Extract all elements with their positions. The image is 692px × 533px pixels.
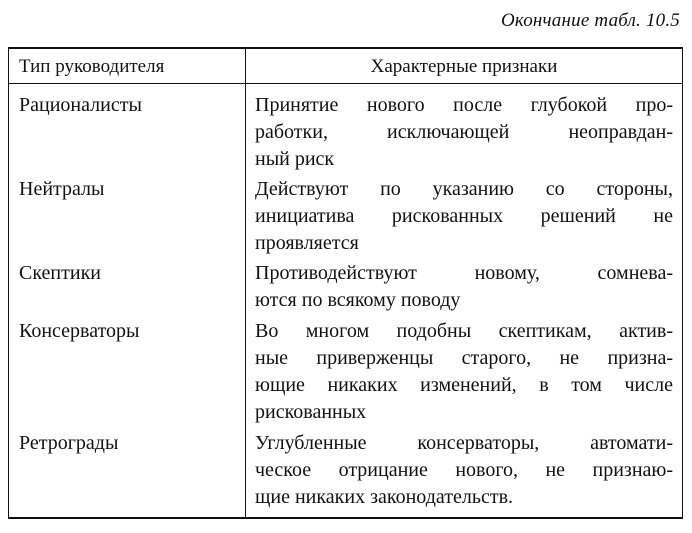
leader-type: Нейтралы: [19, 178, 105, 200]
features-line: рискованных: [255, 401, 367, 423]
leader-type: Рационалисты: [19, 94, 142, 116]
features-line: ные приверженцы старого, не призна-: [255, 347, 673, 369]
features-line: ческое отрицание нового, не признаю-: [255, 459, 673, 481]
table-caption: Окончание табл. 10.5: [500, 10, 680, 31]
features-text: [255, 92, 673, 173]
column-divider: [245, 49, 246, 517]
leader-type: Скептики: [19, 262, 102, 284]
features-line: ются по всякому поводу: [255, 289, 461, 311]
leader-type: Консерваторы: [19, 320, 140, 342]
features-text: [255, 260, 673, 314]
features-line: ный риск: [255, 148, 335, 170]
features-line: Во многом подобны скептикам, актив-: [255, 320, 673, 342]
features-line: Углубленные консерваторы, автомати-: [255, 432, 673, 454]
features-text: [255, 176, 673, 257]
features-line: работки, исключающей неоправдан-: [255, 121, 673, 143]
features-line: Противодействуют новому, сомнева-: [255, 262, 673, 284]
features-line: Действуют по указанию со стороны,: [255, 178, 673, 200]
features-line: инициатива рискованных решений не: [255, 205, 673, 227]
header-divider: [9, 83, 682, 84]
features-line: ющие никаких изменений, в том числе: [255, 374, 673, 396]
features-line: Принятие нового после глубокой про-: [255, 94, 673, 116]
header-features: Характерные признаки: [370, 56, 558, 77]
features-text: [255, 430, 673, 511]
features-line: проявляется: [255, 232, 359, 254]
features-text: [255, 318, 673, 426]
leader-types-table: [8, 47, 683, 519]
features-line: щие никаких законодательств.: [255, 486, 514, 508]
header-type: Тип руководителя: [19, 56, 165, 77]
leader-type: Ретрограды: [19, 432, 119, 454]
